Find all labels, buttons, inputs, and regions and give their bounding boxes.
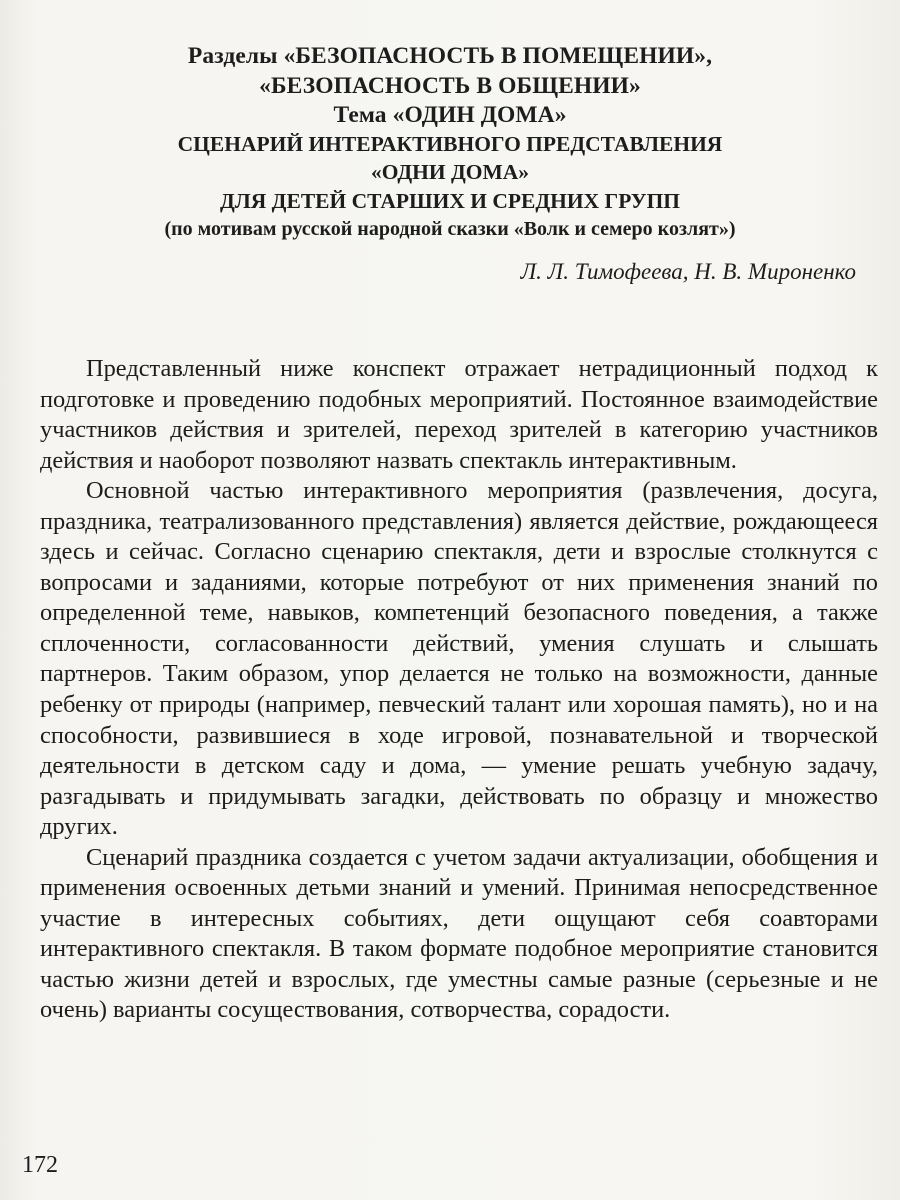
section-title-line-1: Разделы «БЕЗОПАСНОСТЬ В ПОМЕЩЕНИИ», <box>187 43 713 69</box>
page-number: 172 <box>22 1152 58 1178</box>
section-title-line-2: «БЕЗОПАСНОСТЬ В ОБЩЕНИИ» <box>259 73 641 99</box>
body-text <box>40 354 878 1026</box>
authors: Л. Л. Тимофеева, Н. В. Мироненко <box>520 259 856 284</box>
paragraph-1: Представленный ниже конспект отражает нетрадиционный подход к подготовке и проведению подобных мероприятий. Постоянное взаимодействие участников действия и зрителей, переход зрителей в категорию участников действия и наоборот позволяют назвать спектакль интерактивным. <box>40 355 878 474</box>
paragraph-2: Основной частью интерактивного мероприятия (развлечения, досуга, праздника, театрализованного представления) является действие, рождающееся здесь и сейчас. Согласно сценарию спектакля, дети и взрослые столкнутся с вопросами и заданиями, которые потребуют от них применения знаний по определенной теме, навыков, компетенций безопасного поведения, а также сплоченности, согласованности действий, умения слушать и слышать партнеров. Таким образом, упор делается не только на возможности, данные ребенку от природы (например, певческий талант или хорошая память), но и на способности, развившиеся в ходе игровой, познавательной и творческой деятельности в детском саду и дома, — умение решать учебную задачу, разгадывать и придумывать загадки, действовать по образцу и множество других. <box>40 477 878 841</box>
audience-line: ДЛЯ ДЕТЕЙ СТАРШИХ И СРЕДНИХ ГРУПП <box>219 189 681 213</box>
paragraph-3: Сценарий праздника создается с учетом задачи актуализации, обобщения и применения освоенных детьми знаний и умений. Принимая непосредственное участие в интересных событиях, дети ощущают себя соавторами интерактивного спектакля. В таком формате подобное мероприятие становится частью жизни детей и взрослых, где уместны самые разные (серьезные и не очень) варианты сосуществования, сотворчества, сорадости. <box>40 843 878 1024</box>
subtitle-line: (по мотивам русской народной сказки «Волк и семеро козлят») <box>164 218 736 240</box>
topic-title: Тема «ОДИН ДОМА» <box>333 102 567 128</box>
play-title: «ОДНИ ДОМА» <box>370 160 530 184</box>
scenario-title: СЦЕНАРИЙ ИНТЕРАКТИВНОГО ПРЕДСТАВЛЕНИЯ <box>177 132 723 156</box>
